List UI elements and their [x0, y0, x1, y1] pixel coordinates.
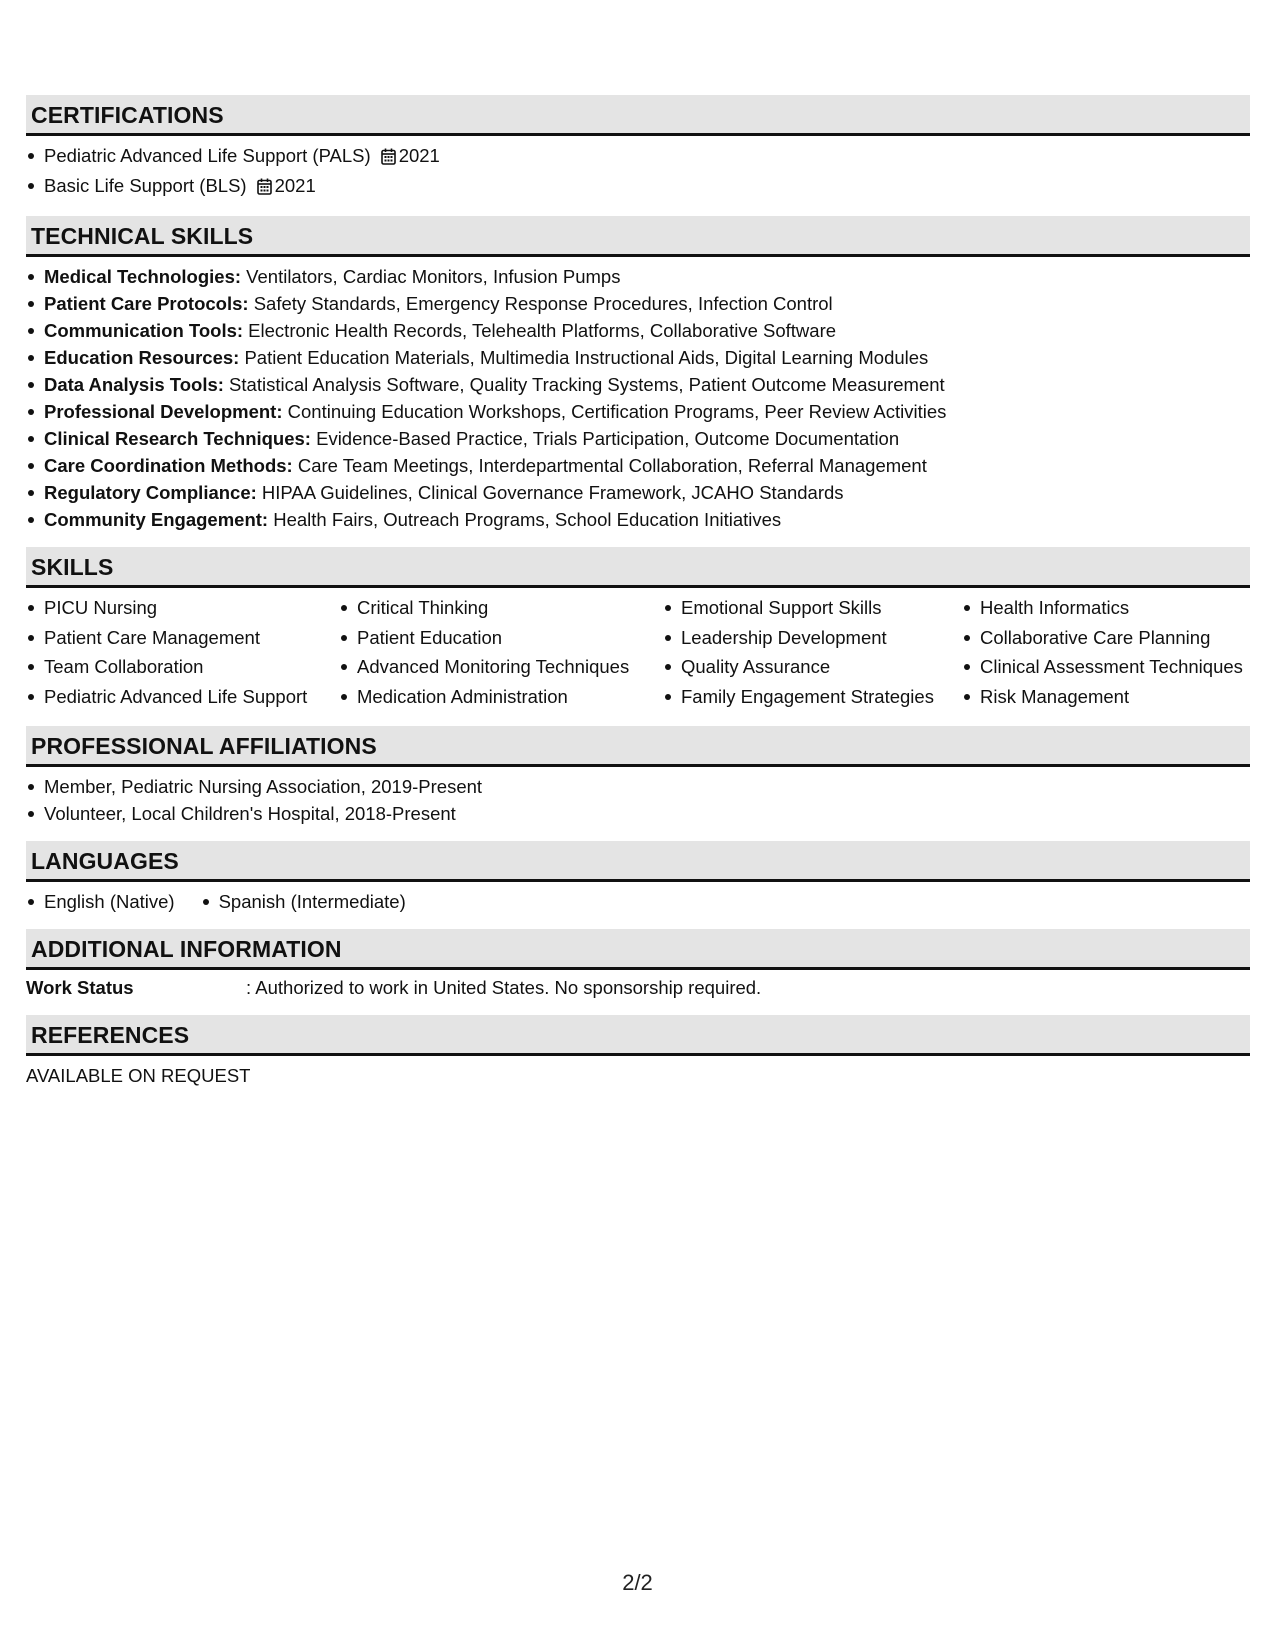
certifications-list [26, 142, 1250, 202]
list-item [26, 290, 1250, 317]
list-item [26, 425, 1250, 452]
affiliations-list [26, 773, 1250, 827]
list-item: Clinical Assessment Techniques [962, 653, 1250, 680]
list-item: Family Engagement Strategies [663, 683, 962, 710]
skill-category: Community Engagement: [44, 509, 269, 530]
list-item [26, 172, 1250, 202]
calendar-icon [257, 175, 272, 202]
section-heading: CERTIFICATIONS [26, 95, 1250, 136]
list-item: Emotional Support Skills [663, 594, 962, 621]
skill-values: Continuing Education Workshops, Certification Programs, Peer Review Activities [282, 401, 947, 422]
skill-category: Regulatory Compliance: [44, 482, 257, 503]
additional-info-section [26, 929, 1250, 1001]
list-item [26, 398, 1250, 425]
calendar-icon [381, 145, 396, 172]
list-item: English (Native) [26, 888, 175, 915]
skills-grid [26, 594, 1250, 712]
skill-values: HIPAA Guidelines, Clinical Governance Framework, JCAHO Standards [256, 482, 844, 503]
skill-values: Safety Standards, Emergency Response Procedures, Infection Control [248, 293, 833, 314]
list-item [26, 479, 1250, 506]
skill-values: Ventilators, Cardiac Monitors, Infusion Pumps [241, 266, 621, 287]
skill-category: Communication Tools: [44, 320, 244, 341]
languages-section [26, 841, 1250, 915]
list-item [26, 506, 1250, 533]
section-heading: ADDITIONAL INFORMATION [26, 929, 1250, 970]
certification-year: 2021 [274, 175, 316, 196]
skill-category: Medical Technologies: [44, 266, 242, 287]
list-item [26, 371, 1250, 398]
technical-skills-list [26, 263, 1250, 533]
section-heading: PROFESSIONAL AFFILIATIONS [26, 726, 1250, 767]
references-text: AVAILABLE ON REQUEST [26, 1065, 251, 1086]
resume-page [26, 95, 1250, 1103]
skill-values: Patient Education Materials, Multimedia Instructional Aids, Digital Learning Modules [239, 347, 929, 368]
affiliations-section [26, 726, 1250, 827]
list-item: Pediatric Advanced Life Support [26, 683, 339, 710]
skills-column [663, 594, 962, 712]
references-section [26, 1015, 1250, 1089]
list-item: Collaborative Care Planning [962, 624, 1250, 651]
list-item: Quality Assurance [663, 653, 962, 680]
skill-category: Clinical Research Techniques: [44, 428, 311, 449]
work-status-label: Work Status [26, 977, 134, 998]
skill-category: Data Analysis Tools: [44, 374, 224, 395]
skill-values: Health Fairs, Outreach Programs, School Education Initiatives [268, 509, 782, 530]
list-item: Volunteer, Local Children's Hospital, 2018-Present [26, 800, 1250, 827]
skills-column [962, 594, 1250, 712]
skill-category: Professional Development: [44, 401, 283, 422]
list-item [26, 344, 1250, 371]
skill-category: Patient Care Protocols: [44, 293, 249, 314]
technical-skills-section [26, 216, 1250, 533]
list-item: PICU Nursing [26, 594, 339, 621]
certifications-section [26, 95, 1250, 202]
certification-name: Basic Life Support (BLS) [44, 175, 247, 196]
work-status-value: : Authorized to work in United States. No sponsorship required. [246, 977, 762, 998]
list-item: Health Informatics [962, 594, 1250, 621]
work-status-row [26, 974, 1250, 1001]
skills-column [339, 594, 663, 712]
skill-values: Electronic Health Records, Telehealth Platforms, Collaborative Software [243, 320, 837, 341]
section-heading: SKILLS [26, 547, 1250, 588]
list-item: Leadership Development [663, 624, 962, 651]
skill-values: Care Team Meetings, Interdepartmental Collaboration, Referral Management [292, 455, 927, 476]
list-item: Medication Administration [339, 683, 663, 710]
list-item: Patient Care Management [26, 624, 339, 651]
section-heading: TECHNICAL SKILLS [26, 216, 1250, 257]
skill-category: Care Coordination Methods: [44, 455, 293, 476]
languages-list [26, 888, 1250, 915]
list-item [26, 263, 1250, 290]
list-item: Team Collaboration [26, 653, 339, 680]
skill-values: Statistical Analysis Software, Quality Tracking Systems, Patient Outcome Measurement [223, 374, 945, 395]
list-item: Advanced Monitoring Techniques [339, 653, 663, 680]
skills-section [26, 547, 1250, 712]
list-item: Member, Pediatric Nursing Association, 2019-Present [26, 773, 1250, 800]
certification-name: Pediatric Advanced Life Support (PALS) [44, 145, 371, 166]
skill-values: Evidence-Based Practice, Trials Participation, Outcome Documentation [310, 428, 900, 449]
section-heading: LANGUAGES [26, 841, 1250, 882]
certification-year: 2021 [398, 145, 440, 166]
skill-category: Education Resources: [44, 347, 240, 368]
section-heading: REFERENCES [26, 1015, 1250, 1056]
list-item [26, 317, 1250, 344]
list-item [26, 142, 1250, 172]
list-item [26, 452, 1250, 479]
list-item: Risk Management [962, 683, 1250, 710]
page-number: 2/2 [622, 1570, 653, 1595]
list-item: Patient Education [339, 624, 663, 651]
list-item: Spanish (Intermediate) [201, 888, 406, 915]
skills-column [26, 594, 339, 712]
list-item: Critical Thinking [339, 594, 663, 621]
